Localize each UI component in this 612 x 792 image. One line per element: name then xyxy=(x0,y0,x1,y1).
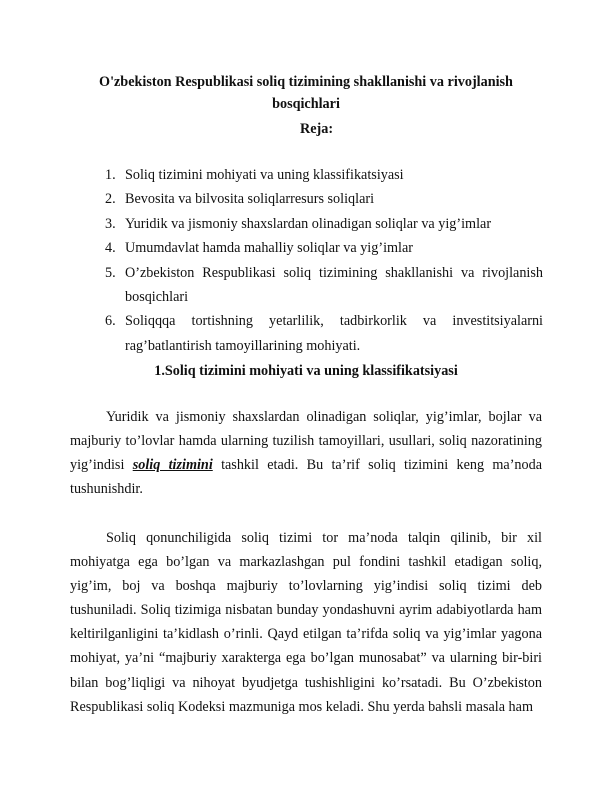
plan-item-number: 6. xyxy=(105,313,116,330)
plan-item-text: Bevosita va bilvosita soliqlarresurs soliqlari xyxy=(125,191,375,208)
plan-item-number: 2. xyxy=(105,191,116,208)
paragraph xyxy=(70,405,542,501)
plan-item-text-line2: bosqichlari xyxy=(125,289,189,306)
plan-item-text: Yuridik va jismoniy shaxslardan olinadigan soliqlar va yig’imlar xyxy=(125,215,492,232)
plan-item-text-line2: rag’batlantirish tamoyillarining mohiyati. xyxy=(125,337,361,354)
plan-heading: Reja: xyxy=(300,121,334,137)
plan-item-text-line1: O’zbekiston Respublikasi soliq tizimining shakllanishi va rivojlanish xyxy=(125,264,543,281)
plan-item-text: Umumdavlat hamda mahalliy soliqlar va yig’imlar xyxy=(125,240,414,257)
document-title: O'zbekiston Respublikasi soliq tizimining shakllanishi va rivojlanish bosqichlari xyxy=(99,74,513,112)
defined-term: soliq tizimini xyxy=(132,457,213,474)
plan-item-number: 3. xyxy=(105,215,116,232)
plan-item xyxy=(105,309,543,358)
plan-item-number: 1. xyxy=(105,167,116,183)
paragraph-text: Yuridik va jismoniy shaxslardan olinadigan soliqlar, yig’imlar, bojlar va majburiy to’lovlar hamda ularning tuzilish tamoyillari, usullari, soliq nazoratining yig’indisi xyxy=(70,409,542,474)
section-heading: 1.Soliq tizimini mohiyati va uning klassifikatsiyasi xyxy=(154,363,458,379)
paragraph-text: tashkil etadi. Bu ta’rif soliq tizimini keng ma’noda tushunishdir. xyxy=(70,457,543,498)
plan-item-text: Soliq tizimini mohiyati va uning klassifikatsiyasi xyxy=(125,167,404,183)
paragraph: Soliq qonunchiligida soliq tizimi tor ma’noda talqin qilinib, bir xil mohiyatga ega bo’lgan va markazlashgan pul fondini tashkil etadigan soliq, yig’im, boj va boshqa majburiy to’lovlarning yig’indisi soliq tizimi deb tushuniladi. Soliq tizimiga nisbatan bunday yondashuvni ayrim adabiyotlarda ham keltirilganligini ta’kidlash o’rinli. Qayd etilgan ta’rifda soliq va yig’imlar yagona mohiyat, ya’ni “majburiy xarakterga ega bo’lgan munosabat” va ularning bir-biri bilan bog’liqligi va nihoyat byudjetga tushishligini ko’rsatadi. Bu O’zbekiston Respublikasi soliq Kodeksi mazmuniga mos keladi. Shu yerda bahsli masala ham xyxy=(70,530,542,715)
plan-item-number: 4. xyxy=(105,240,116,257)
plan-item xyxy=(105,187,543,211)
plan-item-text-line1: Soliqqqa tortishning yetarlilik, tadbirkorlik va investitsiyalarni xyxy=(125,313,543,330)
plan-item xyxy=(105,261,543,310)
plan-item xyxy=(105,163,543,187)
plan-item-number: 5. xyxy=(105,264,116,281)
plan-list xyxy=(105,163,543,358)
plan-item xyxy=(105,212,543,236)
plan-item xyxy=(105,236,543,260)
